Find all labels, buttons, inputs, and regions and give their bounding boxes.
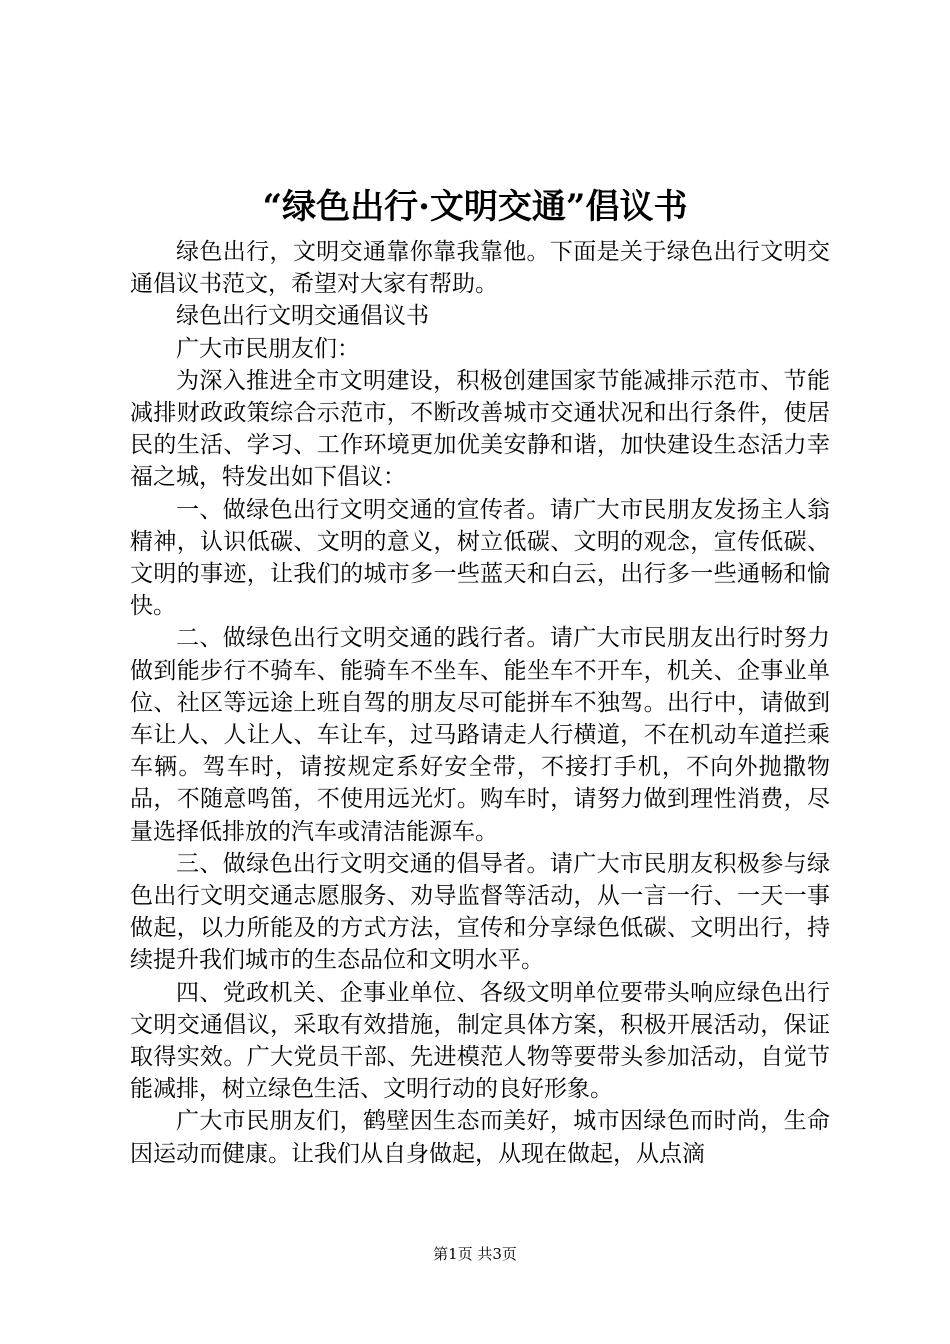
page-title: “绿色出行·文明交通”倡议书 <box>262 187 688 227</box>
proposal-item-3: 三、做绿色出行文明交通的倡导者。请广大市民朋友积极参与绿色出行文明交通志愿服务、劝导监督等活动，从一言一行、一天一事做起，以力所能及的方式方法，宣传和分享绿色低碳、文明出行，持续提升我们城市的生态品位和文明水平。 <box>130 850 830 974</box>
proposal-item-2: 二、做绿色出行文明交通的践行者。请广大市民朋友出行时努力做到能步行不骑车、能骑车不坐车、能坐车不开车，机关、企事业单位、社区等远途上班自驾的朋友尽可能拼车不独驾。出行中，请做到车让人、人让人、车让车，过马路请走人行横道，不在机动车道拦乘车辆。驾车时，请按规定系好安全带，不接打手机，不向外抛撒物品，不随意鸣笛，不使用远光灯。购车时，请努力做到理性消费，尽量选择低排放的汽车或清洁能源车。 <box>130 625 830 845</box>
closing-paragraph: 广大市民朋友们，鹤壁因生态而美好，城市因绿色而时尚，生命因运动而健康。让我们从自身做起，从现在做起，从点滴 <box>130 1108 830 1167</box>
document-heading: 绿色出行文明交通倡议书 <box>176 303 429 330</box>
document-body <box>130 236 830 1170</box>
preamble-paragraph: 为深入推进全市文明建设，积极创建国家节能减排示范市、节能减排财政政策综合示范市，不断改善城市交通状况和出行条件，使居民的生活、学习、工作环境更加优美安静和谐，加快建设生态活力幸福之城，特发出如下倡议： <box>130 367 830 491</box>
proposal-item-1: 一、做绿色出行文明交通的宣传者。请广大市民朋友发扬主人翁精神，认识低碳、文明的意义，树立低碳、文明的观念，宣传低碳、文明的事迹，让我们的城市多一些蓝天和白云，出行多一些通畅和愉快。 <box>130 496 830 620</box>
intro-paragraph: 绿色出行，文明交通靠你靠我靠他。下面是关于绿色出行文明交通倡议书范文，希望对大家有帮助。 <box>130 239 830 298</box>
salutation: 广大市民朋友们： <box>176 335 360 362</box>
proposal-item-4: 四、党政机关、企事业单位、各级文明单位要带头响应绿色出行文明交通倡议，采取有效措施，制定具体方案，积极开展活动，保证取得实效。广大党员干部、先进模范人物等要带头参加活动，自觉节能减排，树立绿色生活、文明行动的良好形象。 <box>130 979 830 1103</box>
page-number: 第1页 共3页 <box>433 1245 517 1263</box>
